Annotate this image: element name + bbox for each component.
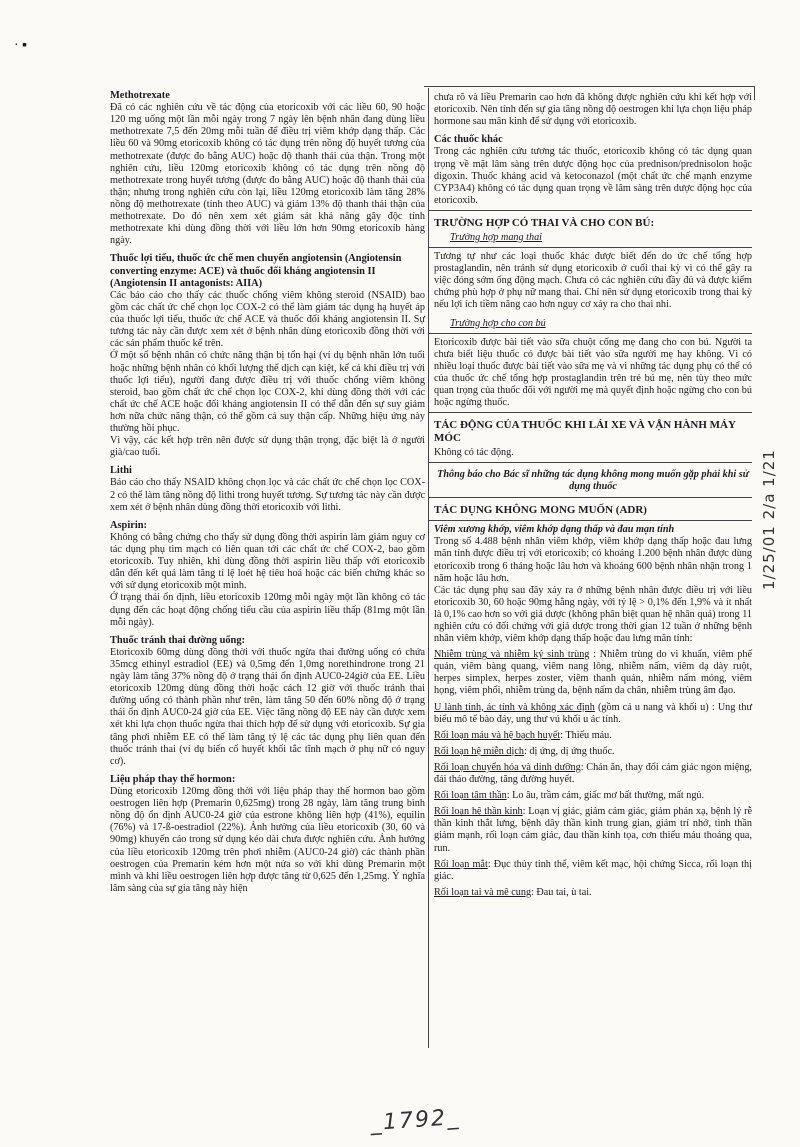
adr-psychiatric-text: : Lo âu, trầm cảm, giấc mơ bất thường, mất ngủ. — [506, 790, 705, 802]
adr-ear — [434, 887, 752, 899]
adr-tumor-label: U lành tính, ác tính và không xác định — [434, 701, 595, 713]
ace-text-3: Vì vậy, các kết hợp trên nên được sử dụng thận trọng, đặc biệt là ở người già/cao tuổi. — [110, 435, 425, 459]
handwritten-side-note: 1/25/01 2/a 1/21 — [760, 449, 778, 590]
adr-eye-text: : Đục thủy tinh thể, viêm kết mạc, hội chứng Sicca, rối loạn thị giác. — [434, 858, 752, 882]
handwritten-page-number: _1792_ — [369, 1104, 461, 1137]
section-rule — [428, 412, 752, 413]
adr-immune-text: : dị ứng, dị ứng thuốc. — [523, 745, 615, 757]
methotrexate-text: Đã có các nghiên cứu về tác động của etoricoxib với các liều 60, 90 hoặc 120 mg uống một lần mỗi ngày trong 7 ngày lên bệnh nhân đang dùng liều methotrexate 7,5 đến 20mg mỗi tuần để điều trị viêm khớp dạng thấp. Các liều 60 và 90mg etoricoxib không có tác dụng trên nồng độ huyết tương của methotrexate (được đo bằng AUC) hoặc độ thanh thải của thận. Trong một nghiên cứu, liều 120mg etoricoxib không có tác dụng trên nồng độ methotrexate trong huyết tương (được đo bằng AUC) hoặc độ thanh thải của thận; nhưng trong nghiên cứu còn lại, liều 120mg etoricoxib làm tăng 28% nồng độ methotrexate (tính theo AUC) và giảm 13% độ thanh thải thận của methotrexate. Do đó nên xem xét giám sát khả năng gây độc tính methotrexate khi dùng đồng thời với liều lớn hơn 90mg etoricoxib hàng ngày. — [110, 102, 425, 247]
adr-eye-label: Rối loạn mắt — [434, 858, 488, 870]
doctor-notice: Thông báo cho Bác sĩ những tác dụng không mong muốn gặp phải khi sử dụng thuốc — [437, 469, 749, 493]
adr-ear-label: Rối loạn tai và mê cung — [434, 886, 532, 898]
methotrexate-heading: Methotrexate — [110, 90, 170, 101]
adr-metabolism — [434, 762, 752, 786]
breastfeeding-text: Etoricoxib được bài tiết vào sữa chuột cống mẹ đang cho con bú. Người ta chưa biết liệu thuốc có được bài tiết vào sữa người mẹ hay không. Vì có nhiều loại thuốc được bài tiết vào sữa mẹ và vì những tác dụng phụ có thể có của thuốc ức chế tổng hợp prostaglandin trên trẻ bú mẹ, nên tùy theo mức quan trọng của thuốc đối với người mẹ mà quyết định hoặc ngừng cho con bú hoặc ngừng thuốc. — [434, 336, 752, 409]
aspirin-text-1: Không có bằng chứng cho thấy sử dụng đồng thời aspirin làm giảm nguy cơ tác dụng phụ tim mạch có liên quan tới các chất ức chế COX-2, bao gồm etoricoxib. Tuy nhiên, khi dùng đồng thời aspirin liều thấp với etoricoxib dẫn đến kết quả làm tăng tỉ lệ loét hệ tiêu hoá hoặc các biến chứng khác so với sử dụng etoricoxib một mình. — [110, 531, 425, 592]
adr-tumor — [434, 702, 752, 726]
adr-heading: TÁC DỤNG KHÔNG MONG MUỐN (ADR) — [434, 504, 647, 517]
pregnancy-text: Tương tự như các loại thuốc khác được biết đến do ức chế tổng hợp prostaglandin, nên tránh sử dụng etoricoxib ở cuối thai kỳ vì có thể gây ra việc đóng sớm ống động mạch. Chưa có các nghiên cứu đầy đủ và được kiểm chứng phù hợp ở phụ nữ mang thai. Chỉ nên sử dụng etoricoxib trong thai kỳ nếu lợi ích tiềm năng cao hơn nguy cơ xảy ra cho thai nhi. — [434, 251, 752, 311]
ace-text-1: Các báo cáo cho thấy các thuốc chống viêm không steroid (NSAID) bao gồm các chất ức chế chọn lọc COX-2 có thể làm giảm tác dụng hạ huyết áp của thuốc lợi tiểu, thuốc ức chế ACE và thuốc đối kháng angiotensin II. Sự tương tác này cần được xem xét ở bệnh nhân dùng etoricoxib đồng thời với các sản phẩm thuốc kể trên. — [110, 289, 425, 350]
right-column — [434, 92, 752, 899]
section-rule — [428, 462, 752, 463]
adr-subheading: Viêm xương khớp, viêm khớp dạng thấp và đau mạn tính — [434, 524, 675, 536]
other-drugs-heading: Các thuốc khác — [434, 134, 503, 146]
adr-immune-label: Rối loạn hệ miễn dịch — [434, 745, 524, 757]
adr-immune — [434, 746, 752, 758]
pregnancy-heading: TRƯỜNG HỢP CÓ THAI VÀ CHO CON BÚ: — [434, 216, 655, 229]
section-rule — [428, 247, 752, 248]
oral-contraceptive-text: Etoricoxib 60mg dùng đồng thời với thuốc ngừa thai đường uống có chứa 35mcg ethinyl estradiol (EE) và 0,5mg đến 1,0mg norethindrone trong 21 ngày làm tăng 37% nồng độ ở trạng thái ổn định AUC0-24giờ của EE. Liều etoricoxib 120mg dùng đồng thời hoặc cách 12 giờ với thuốc tránh thai đường uống có thành phần như trên, làm tăng 50 đến 60% nồng độ ở trạng thái ổn định AUC0-24 giờ của EE. Việc tăng nồng độ EE này cần được xem xét khi lựa chọn thuốc ngừa thai thích hợp để sử dụng với etoricoxib. Sự gia tăng phơi nhiễm EE có thể làm tăng tỷ lệ các tác dụng phụ liên quan đến thuốc tránh thai (ví dụ biến cố huyết khối tắc tĩnh mạch ở phụ nữ có nguy cơ). — [110, 646, 425, 767]
adr-eye — [434, 859, 752, 883]
hrt-text: Dùng etoricoxib 120mg đồng thời với liệu pháp thay thế hormon bao gồm oestrogen liên hợp (Premarin 0,625mg) trong 28 ngày, làm tăng trung bình nồng độ ổn định AUC0-24 giờ của estrone không liên hợp (41%), equilin (76%) và 17-ß-oestradiol (22%). Ảnh hưởng của liều etoricoxib (30, 60 và 90mg) khuyến cáo trong sử dụng kéo dài chưa được nghiên cứu. Ảnh hưởng của liều etoricoxib 120mg trên phơi nhiễm (AUC0-24 giờ) các thành phần oestrogen của Premarin kém hơn một nửa so với khi dùng Premarin một mình và khi liều oestrogen liên hợp được tăng từ 0,625 đến 1,25mg. Ý nghĩa lâm sàng của sự gia tăng này hiện — [110, 786, 425, 894]
scan-mark: · ▪ — [14, 38, 28, 53]
adr-blood — [434, 730, 752, 742]
section-rule — [428, 520, 752, 521]
adr-ear-text: : Đau tai, ù tai. — [531, 886, 592, 898]
aspirin-text-2: Ở trạng thái ổn định, liều etoricoxib 120mg mỗi ngày một lần không có tác dụng đến các hoạt động chống tiểu cầu của aspirin liều thấp (81mg một lần mỗi ngày). — [110, 592, 425, 628]
driving-text: Không có tác động. — [434, 447, 514, 459]
adr-metabolism-label: Rối loạn chuyển hóa và dinh dưỡng — [434, 761, 581, 773]
adr-blood-text: : Thiếu máu. — [560, 729, 612, 741]
adr-blood-label: Rối loạn máu và hệ bạch huyết — [434, 729, 561, 741]
adr-psychiatric-label: Rối loạn tâm thần — [434, 790, 507, 802]
oral-contraceptive-heading: Thuốc tránh thai đường uống: — [110, 634, 245, 646]
section-rule — [428, 333, 752, 334]
section-rule — [428, 210, 752, 211]
adr-text-2: Các tác dụng phụ sau đây xảy ra ở những bệnh nhân được điều trị với liều etoricoxib 30, 60 hoặc 90mg hằng ngày, với tỷ lệ > 0,1% đến 1,9% và ít nhất là 0,1% cao hơn so với giả dược (không phân biệt quan hệ nhân quả) trong 11 nghiên cứu có đối chứng với giả dược trong thời gian 12 tuần ở những bệnh nhân viêm khớp, viêm khớp dạng thấp hoặc đau lưng mãn tính: — [434, 584, 752, 645]
ace-text-2: Ở một số bệnh nhân có chức năng thận bị tổn hại (ví dụ bệnh nhân lớn tuổi hoặc những bệnh nhân có khối lượng thể dịch cạn kiệt, kể cả khi điều trị với thuốc lợi tiểu), người đang được điều trị với thuốc chống viêm không steroid, bao gồm chất ức chế chọn lọc COX-2, khi dùng đồng thời với các chất ức chế ACE hoặc đối kháng angiotensin II có thể dẫn đến sự suy giảm hơn nữa chức năng thận, có thể gồm cả suy thận cấp. Những hiệu ứng này thường hồi phục. — [110, 350, 425, 434]
section-rule — [428, 497, 752, 498]
left-column — [110, 86, 425, 895]
adr-infection-label: Nhiễm trùng và nhiễm ký sinh trùng — [434, 649, 590, 661]
lithi-text: Báo cáo cho thấy NSAID không chọn lọc và các chất ức chế chọn lọc COX-2 có thể làm tăng nồng độ lithi trong huyết tương. Sự tương tác này cần được xem xét ở bệnh nhân dùng đồng thời etoricoxib với lithi. — [110, 477, 425, 513]
adr-infection-text: : Nhiễm trùng do vi khuẩn, viêm phế quản, viêm bàng quang, viêm nang lông, nhiễm nấm, viêm dạ dày ruột, herpes simplex, herpes zoster, viêm thanh quản, nhiễm nấm móng, viêm họng, viêm phổi, nhiễm trùng da, bệnh nấm da chân, nhiễm trùng âm đạo. — [434, 649, 753, 697]
adr-metabolism-text: : Chán ăn, thay đổi cảm giác ngon miệng, đái tháo đường, tăng đường huyết. — [434, 761, 752, 786]
driving-heading: TÁC ĐỘNG CỦA THUỐC KHI LÁI XE VÀ VẬN HÀNH MÁY MÓC — [434, 419, 736, 445]
hrt-continued-text: chưa rõ và liều Premarin cao hơn đã không được nghiên cứu khi kết hợp với etoricoxib. Nên tính đến sự gia tăng nồng độ oestrogen khi lựa chọn liệu pháp hormone sau mãn kinh để sử dụng với etoricoxib. — [434, 92, 752, 128]
lithi-heading: Lithi — [110, 465, 132, 477]
breastfeeding-subheading: Trường hợp cho con bú — [450, 317, 546, 329]
adr-nervous-text: : Loạn vị giác, giảm cảm giác, giảm phản xạ, bệnh lý rễ thần kinh thắt lưng, bệnh dây thần kinh trung gian, giảm trí nhớ, tình thần giảm mạnh, rối loạn cảm giác, đau thần kinh tọa, cơn thiếu máu thoáng qua, run. — [434, 806, 752, 854]
column-divider — [428, 88, 429, 1048]
adr-tumor-text: (gồm cả u nang và khối u) : Ung thư biểu mô tế bào đáy, ung thư vú khối u ác tính. — [434, 701, 752, 725]
pregnancy-subheading: Trường hợp mang thai — [450, 231, 543, 243]
box-border-top — [424, 86, 754, 87]
adr-nervous — [434, 806, 752, 854]
other-drugs-text: Trong các nghiên cứu tương tác thuốc, etoricoxib không có tác dụng quan trọng về mặt lâm sàng trên dược động học của prednison/prednisolon hoặc digoxin. Thuốc kháng acid và ketoconazol (một chất ức chế mạnh enzyme CYP3A4) không có tác dụng quan trọng về lâm sàng trên dược động học của etoricoxib. — [434, 146, 752, 206]
adr-infection — [434, 649, 752, 697]
adr-nervous-label: Rối loạn hệ thần kinh — [434, 806, 523, 818]
aspirin-heading: Aspirin: — [110, 519, 147, 531]
hrt-heading: Liệu pháp thay thế hormon: — [110, 773, 236, 785]
adr-text-1: Trong số 4.488 bệnh nhân viêm khớp, viêm khớp dạng thấp hoặc đau lưng mãn tính được điều trị với etoricoxib; có khoảng 1.200 bệnh nhân được dùng etoricoxib trong 6 tháng hoặc lâu hơn và khoảng 600 bệnh nhân nhận trong 1 năm hoặc lâu hơn. — [434, 536, 752, 584]
box-border-right — [754, 86, 755, 100]
adr-psychiatric — [434, 790, 752, 802]
ace-heading: Thuốc lợi tiểu, thuốc ức chế men chuyển angiotensin (Angiotensin converting enzyme: ACE) và thuốc đối kháng angiotensin II (Angiotensin II antagonists: AIIA) — [110, 253, 402, 289]
